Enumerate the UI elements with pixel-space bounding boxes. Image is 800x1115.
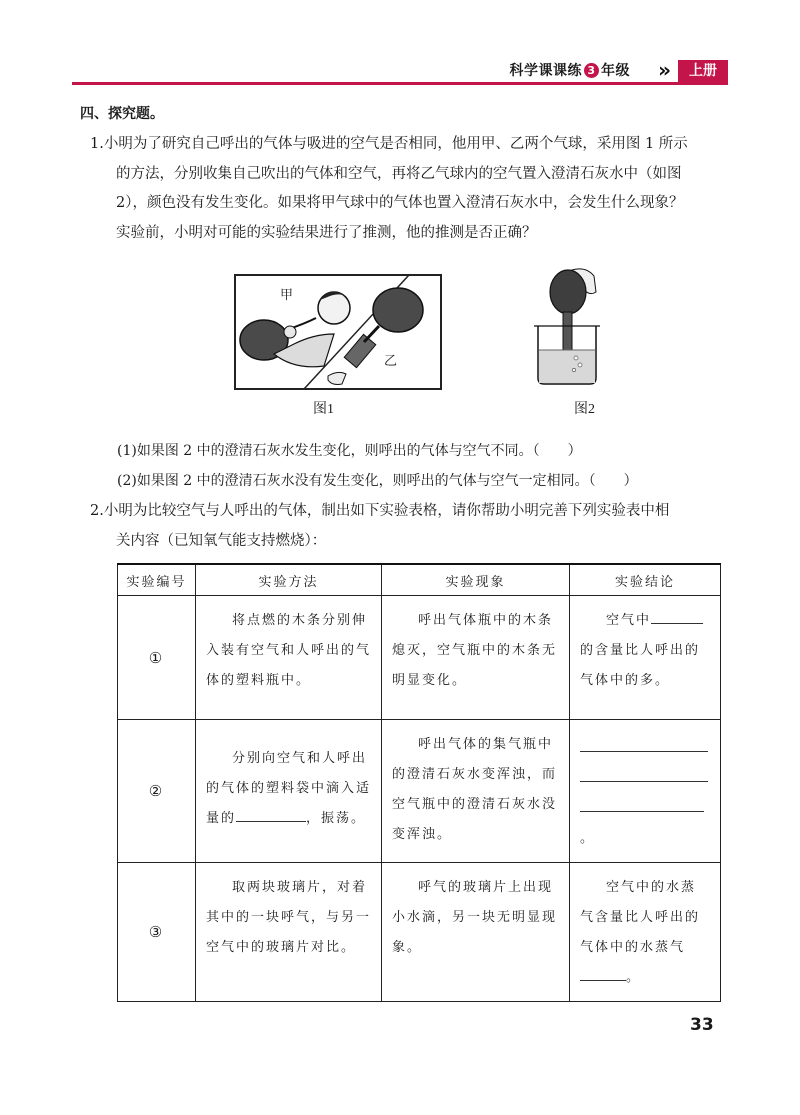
- chevron-right-icon: »: [658, 58, 666, 82]
- method-cell: 将点燃的木条分别伸入装有空气和人呼出的气体的塑料瓶中。: [196, 596, 382, 720]
- q2-line: 2.小明为比较空气与人呼出的气体，制出如下实验表格，请你帮助小明完善下列实验表中相: [90, 503, 670, 519]
- book-title: [510, 60, 631, 80]
- label-jia: 甲: [280, 288, 294, 303]
- column-header: 实验编号: [118, 564, 196, 596]
- q1-line: 2），颜色没有发生变化。如果将甲气球中的气体也置入澄清石灰水中，会发生什么现象？: [116, 195, 684, 211]
- phenomenon-cell: 呼出气体瓶中的木条熄灭，空气瓶中的木条无明显变化。: [382, 596, 570, 720]
- sub-question-2: (2)如果图 2 中的澄清石灰水没有发生变化，则呼出的气体与空气一定相同。（ ）: [117, 473, 638, 489]
- volume-tab: 上册: [678, 60, 728, 82]
- experiment-number: ②: [118, 720, 196, 863]
- figure-1-caption: 图1: [313, 402, 334, 417]
- grade-number-badge: 3: [584, 63, 599, 78]
- experiment-number: ③: [118, 863, 196, 1002]
- q2-line: 关内容（已知氧气能支持燃烧）：: [116, 532, 327, 549]
- question-1: [90, 130, 730, 248]
- question-2: [90, 497, 730, 556]
- column-header: 实验结论: [570, 564, 721, 596]
- answer-blank[interactable]: [580, 767, 708, 782]
- figure-2: [528, 266, 608, 390]
- grade-text: 年级: [601, 63, 630, 79]
- figure-2-caption: 图2: [574, 402, 595, 417]
- experiment-number: ①: [118, 596, 196, 720]
- sub-question-1: (1)如果图 2 中的澄清石灰水发生变化，则呼出的气体与空气不同。（ ）: [117, 443, 582, 459]
- table-header-row: [118, 564, 721, 596]
- q1-line: 1.小明为了研究自己呼出的气体与吸进的空气是否相同，他用甲、乙两个气球，采用图 1 所示: [90, 136, 688, 152]
- section-title: 四、探究题。: [80, 106, 164, 122]
- answer-blank[interactable]: [580, 797, 704, 812]
- figure-1: [234, 274, 442, 390]
- conclusion-cell: 。: [570, 720, 721, 863]
- answer-blank[interactable]: [580, 966, 626, 981]
- conclusion-cell: 空气中的水蒸气含量比人呼出的气体中的水蒸气。: [570, 863, 721, 1002]
- q1-line: 实验前，小明对可能的实验结果进行了推测，他的推测是否正确？: [116, 224, 537, 241]
- method-cell: 分别向空气和人呼出的气体的塑料袋中滴入适量的 ，振荡。: [196, 720, 382, 863]
- conclusion-cell: 空气中的含量比人呼出的气体中的多。: [570, 596, 721, 720]
- phenomenon-cell: 呼气的玻璃片上出现小水滴，另一块无明显现象。: [382, 863, 570, 1002]
- table-row: [118, 596, 721, 720]
- q1-line: 的方法，分别收集自己吹出的气体和空气，再将乙气球内的空气置入澄清石灰水中（如图: [116, 165, 682, 182]
- header-rule: [72, 82, 728, 85]
- page-header: [72, 58, 728, 88]
- column-header: 实验现象: [382, 564, 570, 596]
- experiment-table: [117, 563, 721, 1002]
- answer-blank[interactable]: [580, 737, 708, 752]
- column-header: 实验方法: [196, 564, 382, 596]
- answer-blank[interactable]: [236, 807, 306, 822]
- figure-2-illustration: [528, 266, 608, 390]
- table-row: [118, 720, 721, 863]
- page-number: 33: [690, 1015, 714, 1035]
- phenomenon-cell: 呼出气体的集气瓶中的澄清石灰水变浑浊，而空气瓶中的澄清石灰水没变浑浊。: [382, 720, 570, 863]
- table-row: [118, 863, 721, 1002]
- method-cell: 取两块玻璃片，对着其中的一块呼气，与另一空气中的玻璃片对比。: [196, 863, 382, 1002]
- answer-blank[interactable]: [651, 609, 703, 624]
- label-yi: 乙: [384, 354, 398, 369]
- book-title-text: 科学课课练: [509, 63, 582, 79]
- figure-1-illustration: [234, 274, 442, 390]
